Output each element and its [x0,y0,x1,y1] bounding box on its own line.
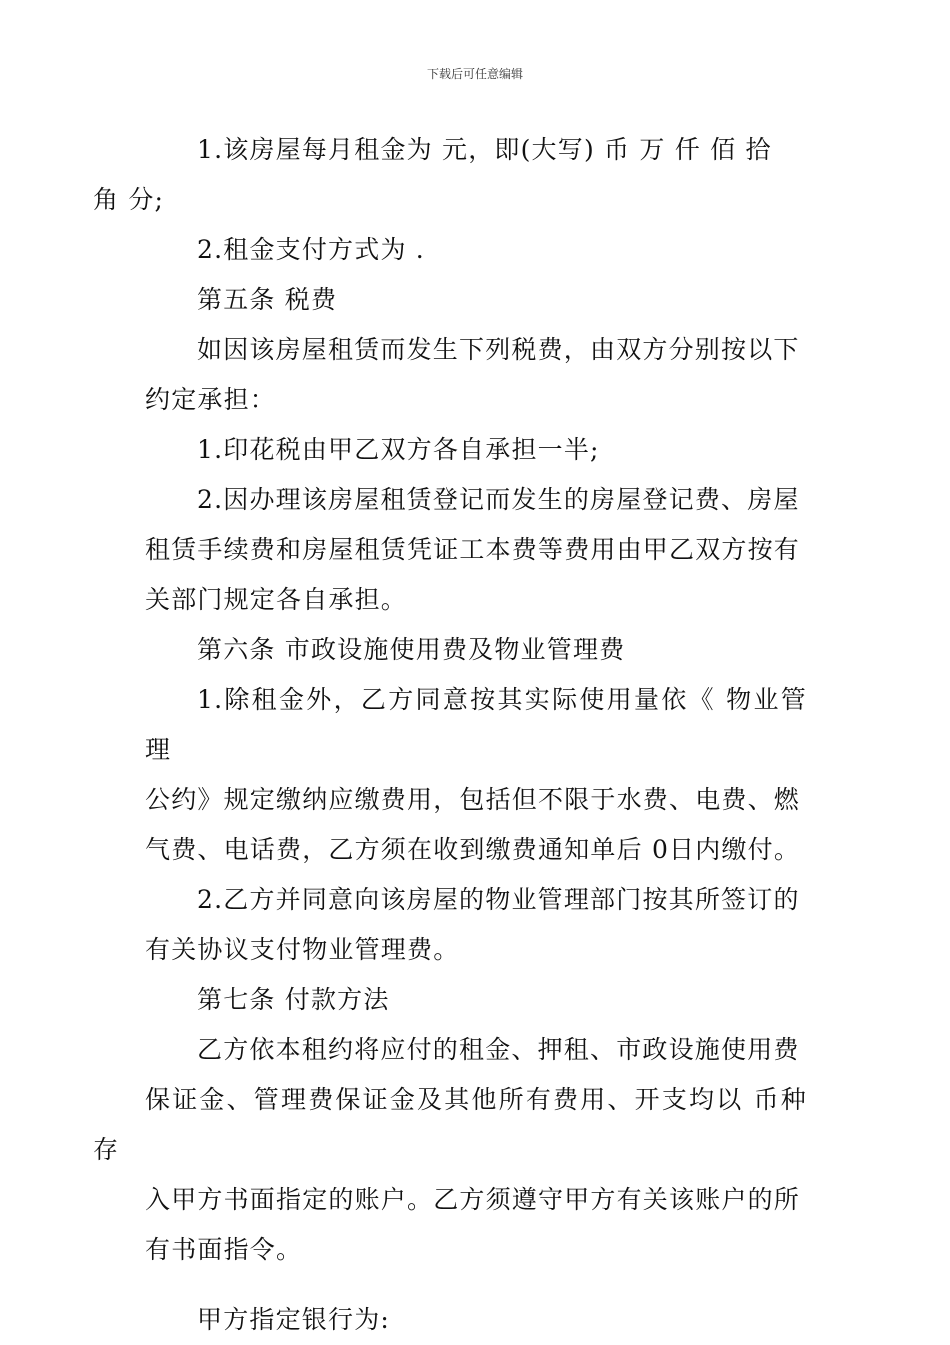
text-line: 2.乙方并同意向该房屋的物业管理部门按其所签订的 [197,885,800,914]
text-line: 1.除租金外，乙方同意按其实际使用量依《 物业管理 [145,685,807,764]
paragraph-designated-bank [145,1295,807,1345]
text-line: 1.印花税由甲乙双方各自承担一半; [197,435,600,464]
text-line: 关部门规定各自承担。 [145,585,408,614]
text-line: 2.租金支付方式为 . [197,235,425,264]
page-header: 下载后可任意编辑 [426,67,523,81]
heading-article-5 [145,275,807,325]
text-line: 角 分; [93,185,165,214]
text-line: 如因该房屋租赁而发生下列税费，由双方分别按以下 [197,335,800,364]
spacer [145,1275,807,1295]
paragraph-payment-account [93,1025,807,1275]
document-body [93,125,807,1345]
paragraph-taxes-intro [145,325,807,425]
text-line: 入甲方书面指定的账户。乙方须遵守甲方有关该账户的所 [145,1185,801,1214]
paragraph-property-management [145,875,807,975]
paragraph-registration-fees [145,475,807,625]
paragraph-utility-fees [145,675,807,875]
text-line: 第五条 税费 [197,285,338,314]
text-line: 公约》规定缴纳应缴费用，包括但不限于水费、电费、燃 [145,785,801,814]
text-line: 第六条 市政设施使用费及物业管理费 [197,635,626,664]
text-line: 2.因办理该房屋租赁登记而发生的房屋登记费、房屋 [197,485,800,514]
text-line: 保证金、管理费保证金及其他所有费用、开支均以 币种存 [93,1085,807,1164]
text-line: 乙方依本租约将应付的租金、押租、市政设施使用费 [197,1035,800,1064]
paragraph-stamp-tax [145,425,807,475]
text-line: 租赁手续费和房屋租赁凭证工本费等费用由甲乙双方按有 [145,535,801,564]
text-line: 有书面指令。 [145,1235,303,1264]
text-line: 1.该房屋每月租金为 元，即(大写) 币 万 仟 佰 拾 [197,135,772,164]
paragraph-rent-amount [93,125,807,225]
heading-article-6 [145,625,807,675]
text-line: 有关协议支付物业管理费。 [145,935,460,964]
paragraph-payment-method [145,225,807,275]
text-line: 气费、电话费，乙方须在收到缴费通知单后 0日内缴付。 [145,835,801,864]
text-line: 甲方指定银行为: [197,1305,391,1334]
text-line: 第七条 付款方法 [197,985,390,1014]
text-line: 约定承担： [145,385,277,414]
heading-article-7 [145,975,807,1025]
